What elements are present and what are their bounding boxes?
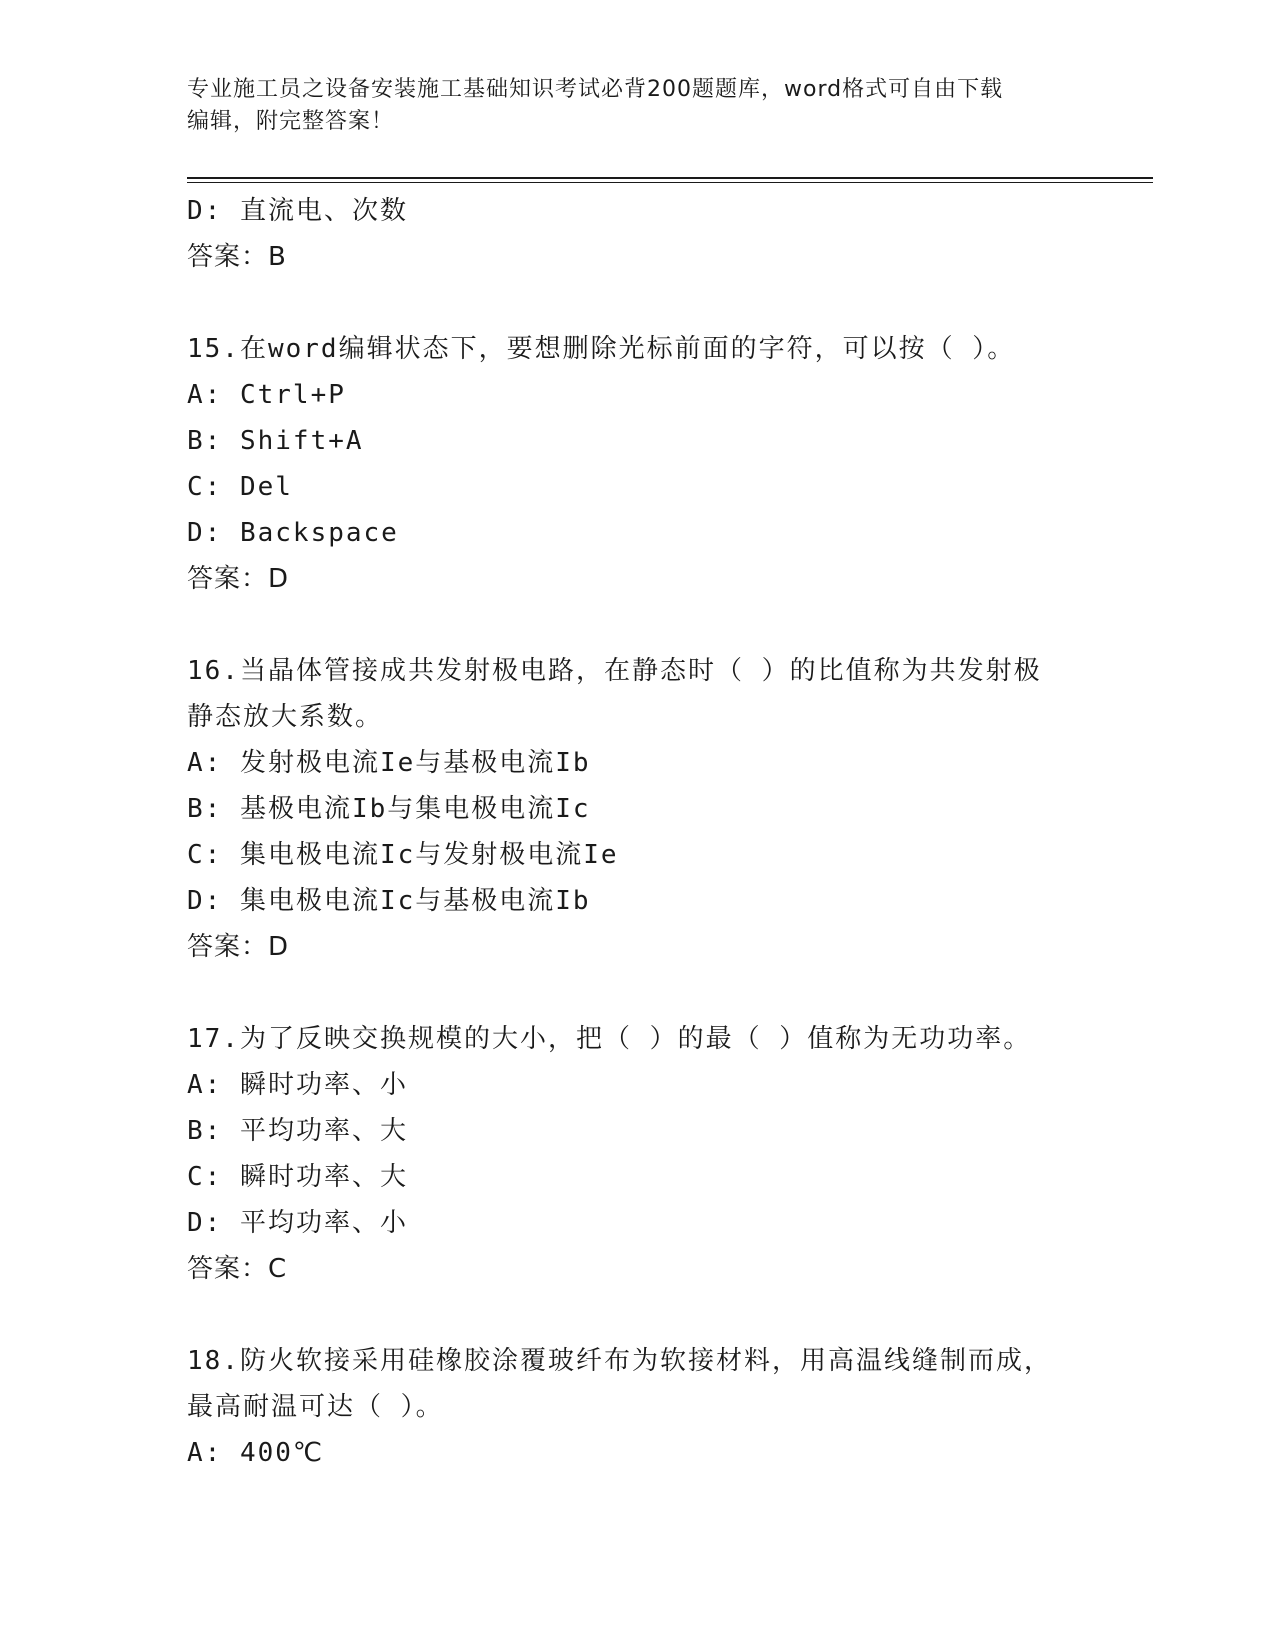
question-stem-line-1: 18.防火软接采用硅橡胶涂覆玻纤布为软接材料，用高温线缝制而成， [187, 1346, 1052, 1376]
header-divider-thin [187, 182, 1153, 183]
answer: 答案：D [187, 564, 290, 594]
document-header [187, 74, 1087, 138]
question-content [187, 188, 1087, 1476]
option-d: D: 平均功率、小 [187, 1208, 408, 1238]
answer: 答案：C [187, 1254, 288, 1284]
option-b: B: Shift+A [187, 426, 364, 456]
option-c: C: Del [187, 472, 293, 502]
question-stem: 15.在word编辑状态下，要想删除光标前面的字符，可以按（ ）。 [187, 334, 1016, 364]
question-16 [187, 648, 1087, 970]
spacer [187, 280, 1087, 326]
question-17 [187, 1016, 1087, 1292]
question-stem: 17.为了反映交换规模的大小，把（ ）的最（ ）值称为无功功率。 [187, 1024, 1032, 1054]
question-stem-line-1: 16.当晶体管接成共发射极电路，在静态时（ ）的比值称为共发射极 [187, 656, 1042, 686]
spacer [187, 602, 1087, 648]
question-stem-line-2: 最高耐温可达（ ）。 [187, 1392, 444, 1422]
option-a: A: 瞬时功率、小 [187, 1070, 408, 1100]
question-15 [187, 326, 1087, 602]
header-divider [187, 177, 1153, 179]
option-d: D: Backspace [187, 518, 399, 548]
header-line-2: 编辑，附完整答案！ [187, 109, 395, 134]
option-a: A: Ctrl+P [187, 380, 346, 410]
spacer [187, 970, 1087, 1016]
prev-answer: 答案：B [187, 242, 287, 272]
spacer [187, 1292, 1087, 1338]
option-d: D: 集电极电流Ic与基极电流Ib [187, 886, 591, 916]
prev-option-d: D: 直流电、次数 [187, 196, 408, 226]
header-line-1: 专业施工员之设备安装施工基础知识考试必背200题题库，word格式可自由下载 [187, 77, 1004, 102]
option-b: B: 基极电流Ib与集电极电流Ic [187, 794, 591, 824]
option-a: A: 400℃ [187, 1438, 325, 1468]
question-stem-line-2: 静态放大系数。 [187, 702, 384, 732]
option-c: C: 集电极电流Ic与发射极电流Ie [187, 840, 619, 870]
answer: 答案：D [187, 932, 290, 962]
option-a: A: 发射极电流Ie与基极电流Ib [187, 748, 591, 778]
option-b: B: 平均功率、大 [187, 1116, 408, 1146]
option-c: C: 瞬时功率、大 [187, 1162, 408, 1192]
question-18 [187, 1338, 1087, 1476]
